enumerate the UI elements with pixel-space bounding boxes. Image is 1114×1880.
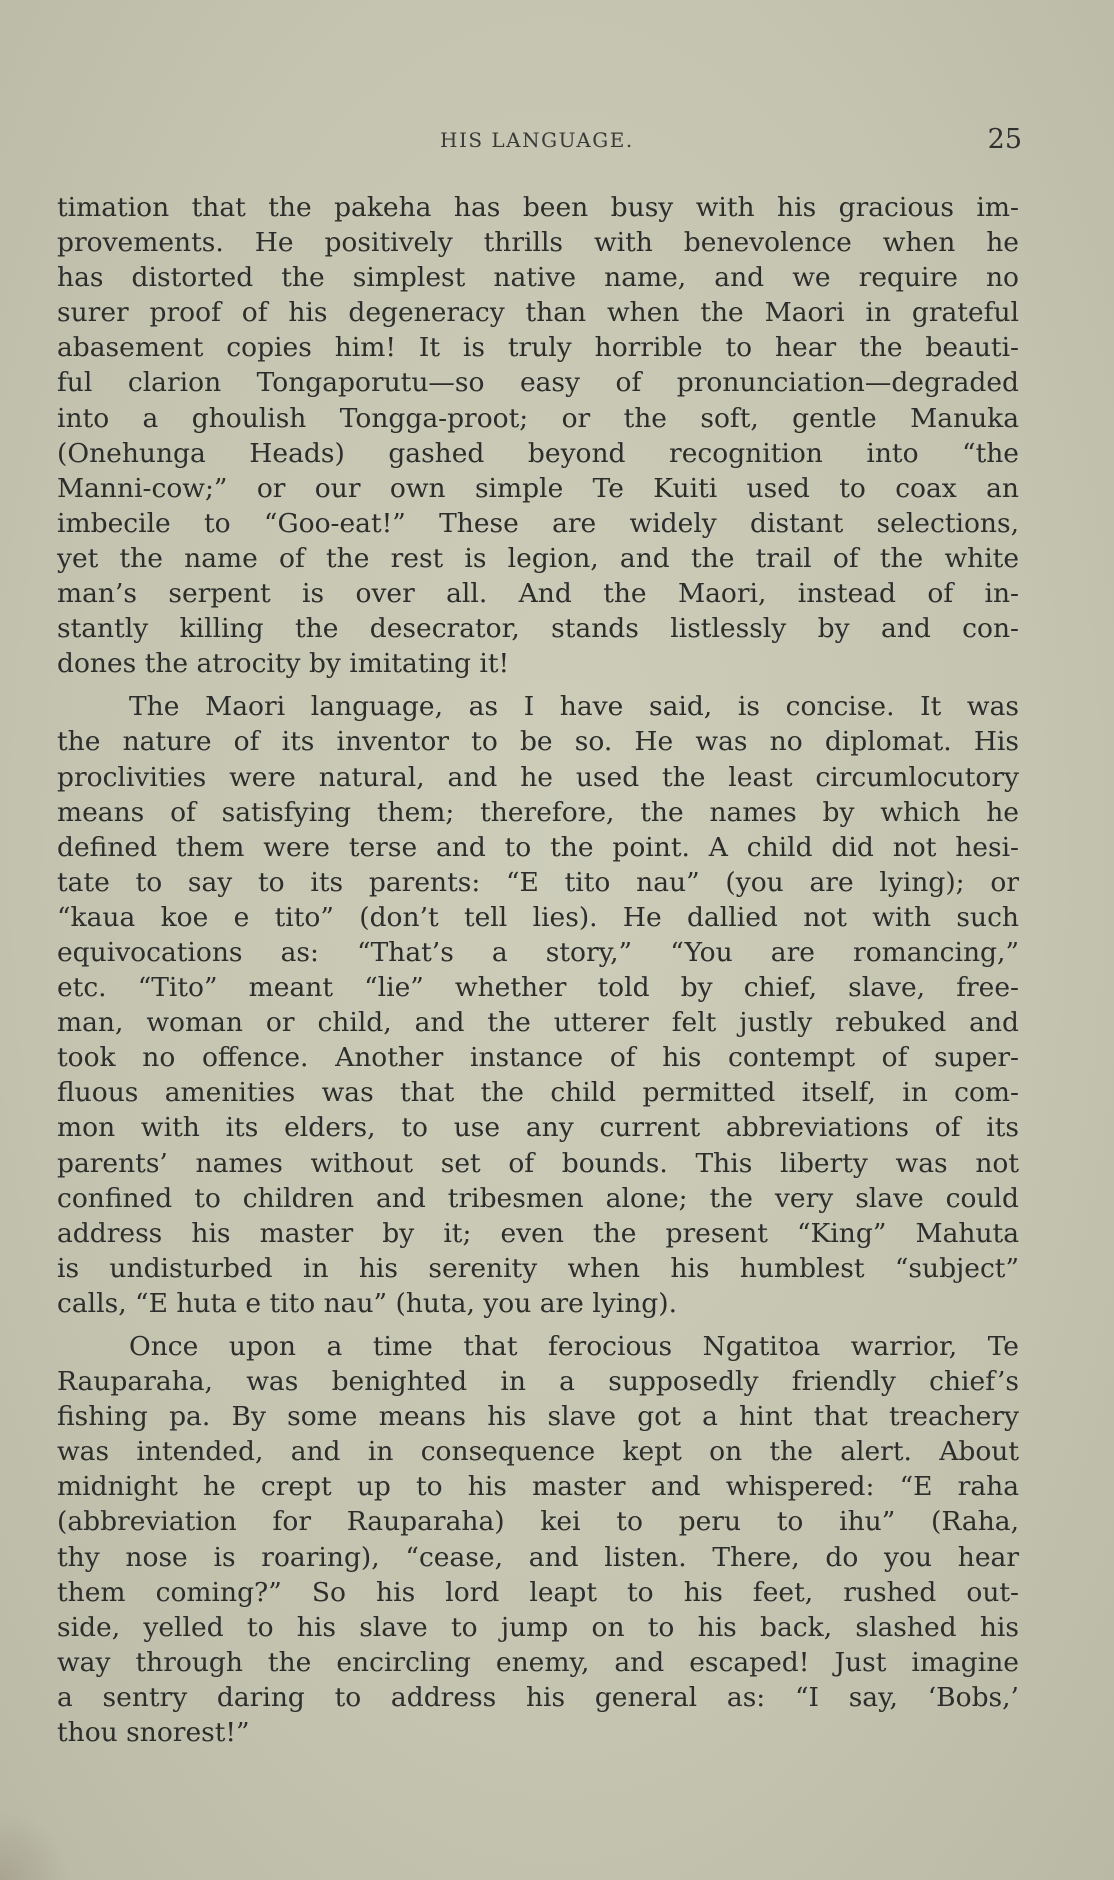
- text-line: fluous amenities was that the child permitted itself, in com-: [57, 1077, 1019, 1109]
- text-line: into a ghoulish Tongga-proot; or the soft, gentle Manuka: [57, 402, 1019, 434]
- text-line: stantly killing the desecrator, stands listlessly by and con-: [57, 613, 1019, 645]
- text-line: way through the encircling enemy, and escaped! Just imagine: [57, 1646, 1019, 1678]
- text-line: address his master by it; even the present “King” Mahuta: [57, 1217, 1019, 1249]
- text-line: confined to children and tribesmen alone; the very slave could: [57, 1182, 1019, 1214]
- text-line: a sentry daring to address his general as: “I say, ‘Bobs,’: [57, 1681, 1019, 1713]
- text-line: Manni-cow;” or our own simple Te Kuiti used to coax an: [57, 472, 1019, 504]
- text-line: “kaua koe e tito” (don’t tell lies). He dallied not with such: [57, 901, 1019, 933]
- text-line: has distorted the simplest native name, and we require no: [57, 262, 1019, 294]
- text-line: etc. “Tito” meant “lie” whether told by chief, slave, free-: [57, 972, 1019, 1004]
- text-line: the nature of its inventor to be so. He was no diplomat. His: [57, 726, 1019, 758]
- text-line: abasement copies him! It is truly horrible to hear the beauti-: [57, 332, 1019, 364]
- text-line: thy nose is roaring), “cease, and listen. There, do you hear: [57, 1541, 1019, 1573]
- text-line: means of satisfying them; therefore, the names by which he: [57, 796, 1019, 828]
- text-line: surer proof of his degeneracy than when the Maori in grateful: [57, 297, 1019, 329]
- page-number: 25: [987, 124, 1022, 155]
- text-line: man, woman or child, and the utterer felt justly rebuked and: [57, 1007, 1019, 1039]
- text-line: them coming?” So his lord leapt to his feet, rushed out-: [57, 1576, 1019, 1608]
- text-line: imbecile to “Goo-eat!” These are widely distant selections,: [57, 507, 1019, 539]
- text-line: The Maori language, as I have said, is concise. It was: [129, 691, 1019, 723]
- paragraph-gap: [57, 681, 1019, 689]
- text-line: parents’ names without set of bounds. This liberty was not: [57, 1147, 1019, 1179]
- text-line: calls, “E huta e tito nau” (huta, you are lying).: [57, 1287, 677, 1319]
- text-line: is undisturbed in his serenity when his humblest “subject”: [57, 1252, 1019, 1284]
- text-line: fishing pa. By some means his slave got a hint that treachery: [57, 1401, 1019, 1433]
- text-line: dones the atrocity by imitating it!: [57, 648, 510, 680]
- paper-stain: [0, 1810, 70, 1880]
- paragraph: [57, 190, 1019, 681]
- text-line: equivocations as: “That’s a story,” “You are romancing,”: [57, 936, 1019, 968]
- text-line: defined them were terse and to the point. A child did not hesi-: [57, 831, 1019, 863]
- text-line: took no offence. Another instance of his contempt of super-: [57, 1042, 1019, 1074]
- text-line: mon with its elders, to use any current abbreviations of its: [57, 1112, 1019, 1144]
- paragraph: [57, 1329, 1019, 1750]
- text-line: man’s serpent is over all. And the Maori, instead of in-: [57, 578, 1019, 610]
- paragraph: [57, 689, 1019, 1321]
- body-text: [57, 190, 1019, 1750]
- text-line: Rauparaha, was benighted in a supposedly friendly chief’s: [57, 1366, 1019, 1398]
- text-line: tate to say to its parents: “E tito nau” (you are lying); or: [57, 866, 1019, 898]
- paragraph-gap: [57, 1321, 1019, 1329]
- text-line: proclivities were natural, and he used the least circumlocutory: [57, 761, 1019, 793]
- text-line: side, yelled to his slave to jump on to his back, slashed his: [57, 1611, 1019, 1643]
- text-line: was intended, and in consequence kept on the alert. About: [57, 1436, 1019, 1468]
- running-title: HIS LANGUAGE.: [440, 128, 634, 152]
- text-line: timation that the pakeha has been busy with his gracious im-: [57, 192, 1019, 223]
- text-line: ful clarion Tongaporutu—so easy of pronunciation—degraded: [57, 367, 1019, 399]
- running-head: [0, 124, 1114, 158]
- text-line: thou snorest!”: [57, 1717, 250, 1749]
- text-line: Once upon a time that ferocious Ngatitoa warrior, Te: [129, 1331, 1019, 1362]
- text-line: yet the name of the rest is legion, and the trail of the white: [57, 542, 1019, 574]
- text-line: (Onehunga Heads) gashed beyond recognition into “the: [57, 437, 1019, 469]
- text-line: midnight he crept up to his master and whispered: “E raha: [57, 1471, 1019, 1503]
- text-line: (abbreviation for Rauparaha) kei to peru to ihu” (Raha,: [57, 1506, 1019, 1538]
- text-line: provements. He positively thrills with benevolence when he: [57, 227, 1019, 259]
